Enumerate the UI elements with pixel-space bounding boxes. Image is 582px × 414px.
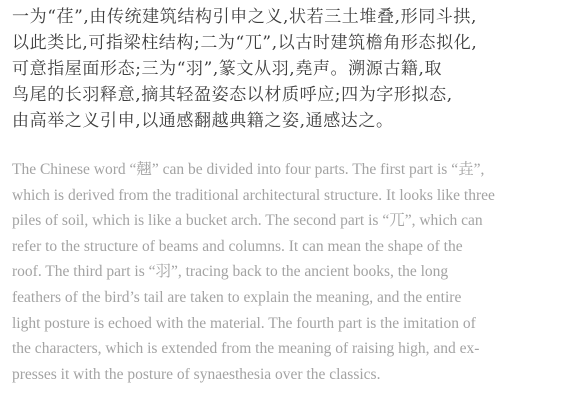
- english-line: The Chinese word “翹” can be divided into four parts. The first part is “垚”,: [12, 161, 485, 178]
- english-line: roof. The third part is “羽”, tracing back to the ancient books, the long: [12, 263, 449, 281]
- english-line: the characters, which is extended from the meaning of raising high, and ex-: [12, 340, 480, 358]
- chinese-line: 鸟尾的长羽释意,摘其轻盈姿态以材质呼应;四为字形拟态,: [12, 85, 453, 105]
- chinese-line: 以此类比,可指梁柱结构;二为“兀”,以古时建筑檐角形态拟化,: [12, 33, 478, 53]
- chinese-line: 可意指屋面形态;三为“羽”,篆文从羽,堯声。溯源古籍,取: [12, 59, 443, 79]
- chinese-paragraph: [12, 4, 570, 134]
- english-line: which is derived from the traditional architectural structure. It looks like three: [12, 186, 495, 204]
- english-paragraph: [12, 157, 572, 387]
- english-line: presses it with the posture of synaesthesia over the classics.: [12, 365, 381, 383]
- english-line: refer to the structure of beams and columns. It can mean the shape of the: [12, 237, 463, 255]
- chinese-line: 由高举之义引申,以通感翻越典籍之姿,通感达之。: [12, 111, 394, 131]
- english-line: feathers of the bird’s tail are taken to explain the meaning, and the entire: [12, 288, 462, 306]
- english-line: piles of soil, which is like a bucket arch. The second part is “兀”, which can: [12, 212, 483, 230]
- chinese-line: 一为“荏”,由传统建筑结构引申之义,状若三土堆叠,形同斗拱,: [12, 7, 477, 27]
- english-line: light posture is echoed with the material. The fourth part is the imitation of: [12, 314, 476, 332]
